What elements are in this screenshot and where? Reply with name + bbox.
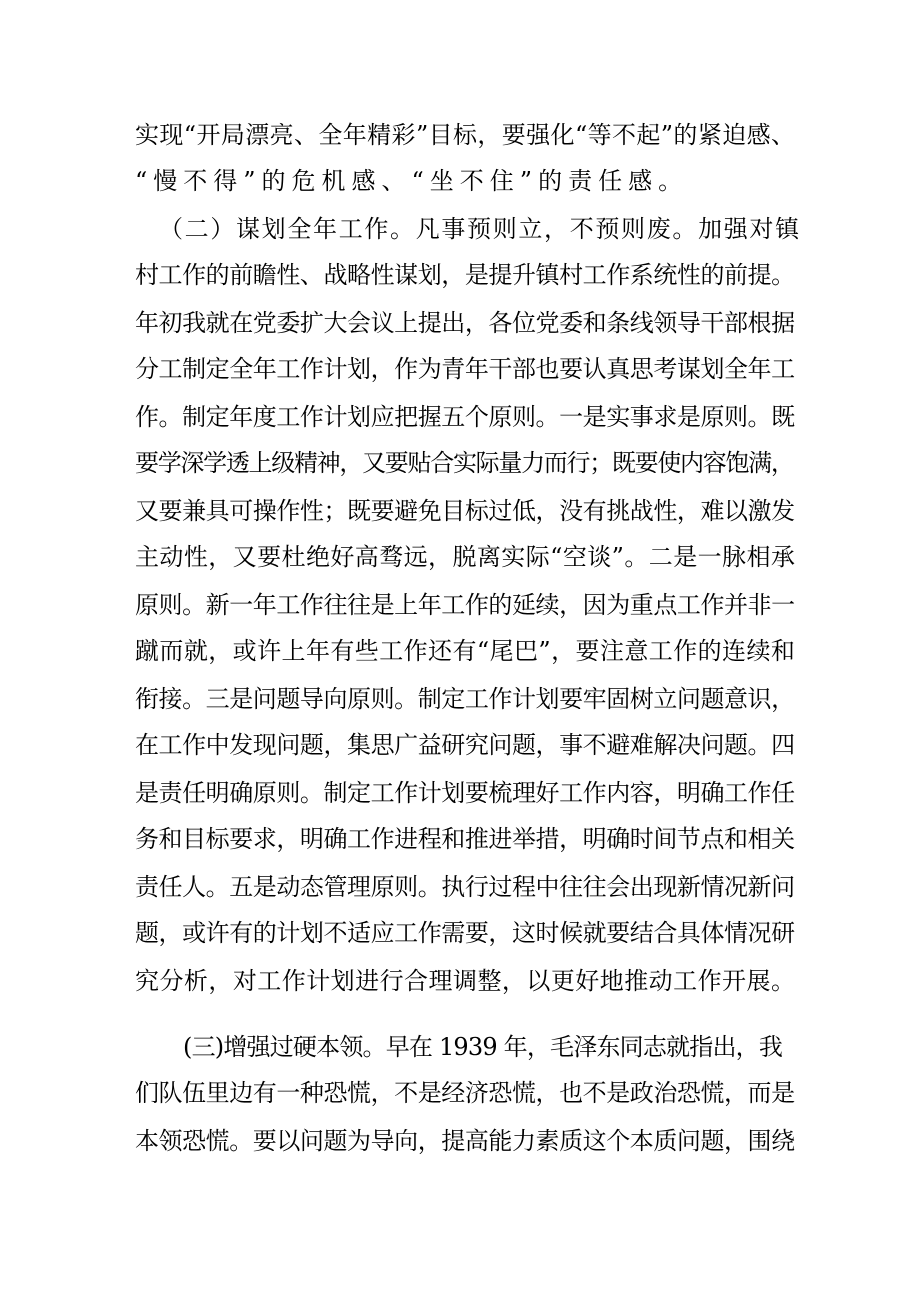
text-line: 是责任明确原则。制定工作计划要梳理好工作内容，明确工作任 [135, 779, 795, 807]
text-line: 责任人。五是动态管理原则。执行过程中往往会出现新情况新问 [135, 873, 795, 901]
text-line: 们队伍里边有一种恐慌，不是经济恐慌，也不是政治恐慌，而是 [135, 1079, 795, 1107]
text-line: 要学深学透上级精神，又要贴合实际量力而行；既要使内容饱满， [135, 449, 794, 477]
text-line: 村工作的前瞻性、战略性谋划，是提升镇村工作系统性的前提。 [135, 261, 795, 289]
text-line: 务和目标要求，明确工作进程和推进举措，明确时间节点和相关 [135, 825, 795, 853]
text-line: 题，或许有的计划不适应工作需要，这时候就要结合具体情况研 [135, 919, 795, 947]
text-line: “慢不得”的危机感、“坐不住”的责任感。 [135, 167, 689, 195]
text-line: (三)增强过硬本领。早在 1939 年，毛泽东同志就指出，我 [183, 1033, 783, 1061]
text-line: 主动性，又要杜绝好高骛远，脱离实际“空谈”。二是一脉相承 [135, 543, 796, 571]
text-line: 原则。新一年工作往往是上年工作的延续，因为重点工作并非一 [135, 591, 795, 619]
text-line: （二）谋划全年工作。凡事预则立，不预则废。加强对镇 [159, 215, 801, 243]
text-line: 分工制定全年工作计划，作为青年干部也要认真思考谋划全年工 [135, 355, 795, 383]
text-line: 究分析，对工作计划进行合理调整，以更好地推动工作开展。 [135, 967, 796, 995]
text-line: 实现“开局漂亮、全年精彩”目标，要强化“等不起”的紧迫感、 [135, 121, 796, 149]
text-line: 作。制定年度工作计划应把握五个原则。一是实事求是原则。既 [135, 403, 795, 431]
text-line: 衔接。三是问题导向原则。制定工作计划要牢固树立问题意识， [135, 685, 795, 713]
text-line: 年初我就在党委扩大会议上提出，各位党委和条线领导干部根据 [135, 309, 795, 337]
text-line: 蹴而就，或许上年有些工作还有“尾巴”，要注意工作的连续和 [135, 637, 796, 665]
text-line: 在工作中发现问题，集思广益研究问题，事不避难解决问题。四 [135, 731, 795, 759]
text-line: 又要兼具可操作性；既要避免目标过低，没有挑战性，难以激发 [135, 497, 795, 525]
text-line: 本领恐慌。要以问题为导向，提高能力素质这个本质问题，围绕 [135, 1127, 795, 1155]
